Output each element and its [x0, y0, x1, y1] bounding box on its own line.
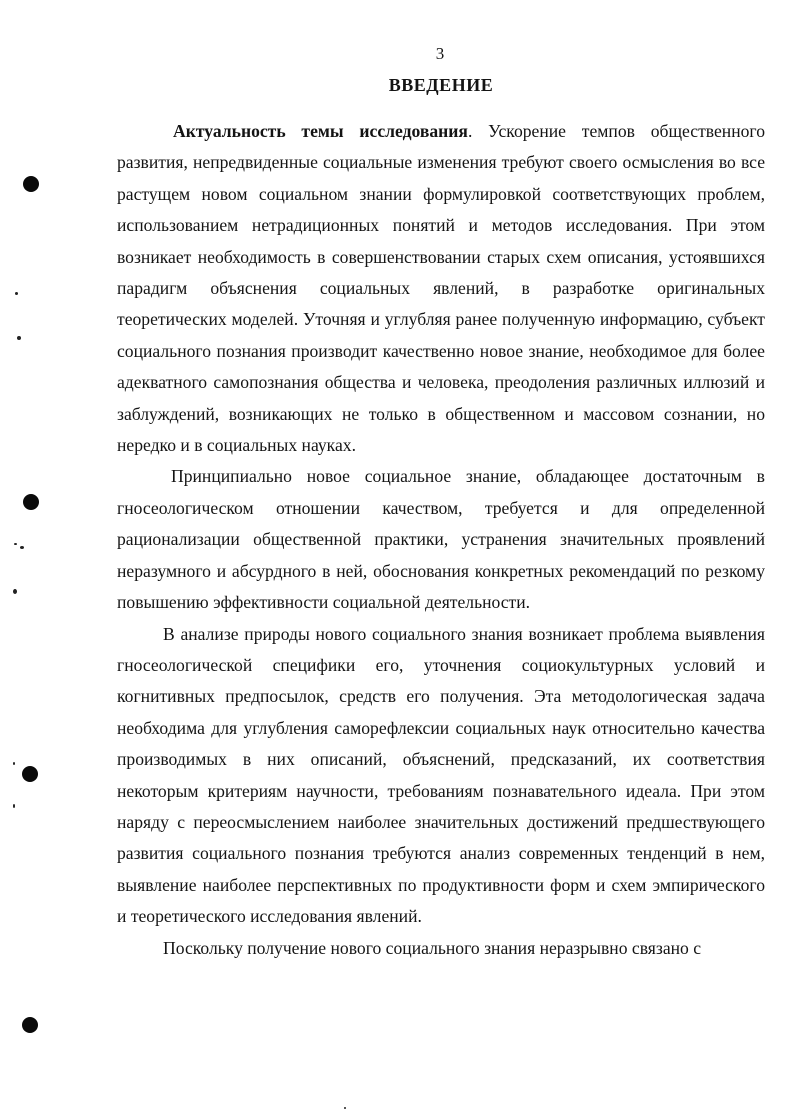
- punch-hole: [23, 176, 39, 192]
- scan-speck: [14, 543, 17, 545]
- body-text: [117, 116, 765, 964]
- paragraph: Принципиально новое социальное знание, обладающее достаточным в гносеологическом отношении качеством, требуется и для определенной рационализации общественной практики, устранения значительных проявлений неразумного и абсурдного в ней, обоснования конкретных рекомендаций по резкому повышению эффективности социальной деятельности.: [117, 466, 765, 613]
- scan-speck: [13, 589, 17, 594]
- punch-hole: [22, 1017, 38, 1033]
- paragraph: В анализе природы нового социального знания возникает проблема выявления гносеологической специфики его, уточнения социокультурных условий и когнитивных предпосылок, средств его получения. Эта методологическая задача необходима для углубления саморефлексии социальных наук относительно качества производимых в них описаний, объяснений, предсказаний, их соответствия некоторым критериям научности, требованиям познавательного идеала. При этом наряду с переосмыслением наиболее значительных достижений предшествующего развития социального познания требуются анализ современных тенденций в нем, выявление наиболее перспективных по продуктивности форм и схем эмпирического и теоретического исследования явлений.: [117, 623, 765, 927]
- punch-hole: [22, 766, 38, 782]
- paragraph-text: . Ускорение темпов общественного развития, непредвиденные социальные изменения требуют своего осмысления во все растущем новом социальном знании формулировкой соответствующих проблем, использованием нетрадиционных понятий и методов исследования. При этом возникает необходимость в совершенствовании старых схем описания, устоявшихся парадигм объяснения социальных явлений, в разработке оригинальных теоретических моделей. Уточняя и углубляя ранее полученную информацию, субъект социального познания производит качественно новое знание, необходимое для более адекватного самопознания общества и человека, преодоления различных иллюзий и заблуждений, возникающих не только в общественном и массовом сознании, но нередко и в социальных науках.: [117, 121, 765, 456]
- scan-speck: [17, 336, 21, 340]
- scan-speck: [13, 804, 15, 808]
- scan-speck: [15, 292, 18, 295]
- page-title: ВВЕДЕНИЕ: [388, 75, 494, 95]
- page-number: 3: [435, 44, 445, 63]
- paragraph: [117, 116, 765, 461]
- scan-speck: [13, 762, 15, 765]
- scan-speck: [20, 546, 24, 549]
- punch-hole: [23, 494, 39, 510]
- scan-speck: [344, 1107, 346, 1109]
- paragraph: Поскольку получение нового социального знания неразрывно связано с: [163, 937, 702, 958]
- paragraph-lead: Актуальность темы исследования: [173, 121, 468, 141]
